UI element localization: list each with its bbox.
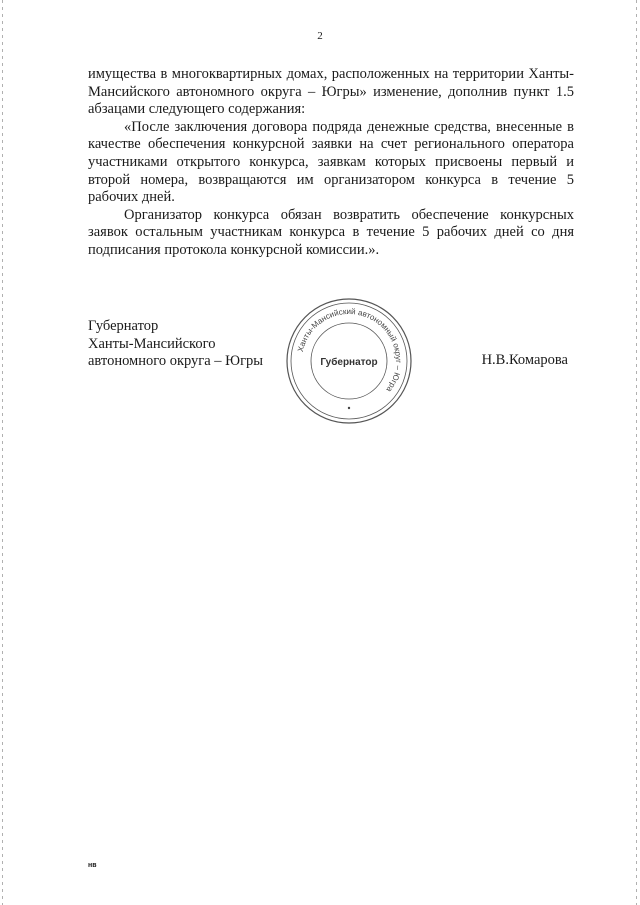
seal-center-text: Губернатор (320, 357, 378, 368)
left-edge-mark (2, 0, 3, 905)
paragraph-1: имущества в многоквартирных домах, расположенных на территории Ханты-Мансийского автономного округа – Югры» изменение, дополнив пункт 1.5 абзацами следующего содержания: (88, 66, 574, 118)
signatory-region-2: автономного округа – Югры (88, 353, 264, 370)
official-seal (284, 296, 414, 426)
executor-initials: нв (88, 862, 97, 869)
seal-dot (348, 407, 350, 409)
signatory-region: Ханты-Мансийского (88, 335, 216, 352)
page-number: 2 (317, 30, 323, 42)
signatory-title: Губернатор (88, 318, 159, 334)
right-edge-mark (636, 0, 637, 905)
signatory-title-block (88, 318, 263, 371)
seal-ring-text: Ханты-Мансийский автономный округ – Югра (295, 306, 404, 394)
document-body (88, 66, 574, 260)
paragraph-2: «После заключения договора подряда денежные средства, внесенные в качестве обеспечения конкурсной заявки на счет регионального оператора участниками открытого конкурса, заявкам которых присвоены первый и второй номера, возвращаются им организатором конкурса в течение 5 рабочих дней. (88, 118, 574, 206)
signatory-name: Н.В.Комарова (481, 352, 568, 368)
paragraph-3: Организатор конкурса обязан возвратить обеспечение конкурсных заявок остальным участникам конкурса в течение 5 рабочих дней со дня подписания протокола конкурсной комиссии.». (88, 206, 574, 258)
